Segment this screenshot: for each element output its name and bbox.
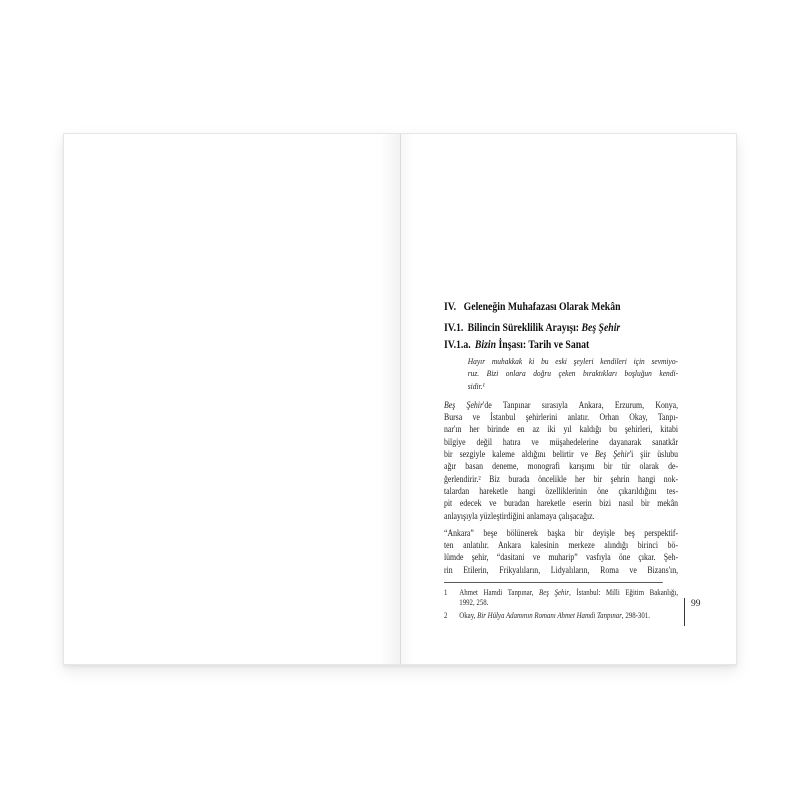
left-page-blank [64,134,400,664]
footnote-text: Ahmet Hamdi Tanpınar, Beş Şehir, İstanbul: Milli Eğitim Bakanlığı, 1992, 258. [459,588,679,608]
section-number: IV. [444,301,457,313]
page-number: 99 [684,598,701,626]
section-heading-level1 [444,301,678,314]
right-page [400,134,736,664]
right-page-content [444,301,678,621]
section-title: Geleneğin Muhafazası Olarak Mekân [463,301,621,313]
footnote-separator-rule [444,582,663,583]
section-title: Bizin İnşası: Tarih ve Sanat [474,339,590,351]
section-title: Bilincin Süreklilik Arayışı: Beş Şehir [467,322,621,334]
footnote [444,588,678,609]
footnote-number: 2 [444,610,448,620]
section-number: IV.1. [444,322,464,334]
section-number: IV.1.a. [444,339,471,351]
body-paragraph: “Ankara” beşe bölünerek başka bir deyişle beş perspektif- ten anlatılır. Ankara kalesinin merkeze alındığı birinci bö- lümde şehir, “dasitani ve muharip” vasfıyla öne çıkar. Şeh- rin Etilerin, Frikyalıların, Lidyalıların, Roma ve Bizans'ın, [444,527,679,575]
footnote-number: 1 [444,588,448,598]
body-paragraph: Beş Şehir'de Tanpınar sırasıyla Ankara, Erzurum, Konya, Bursa ve İstanbul şehirlerini anlatır. Orhan Okay, Tanpı- nar'ın her birinde en az iki yıl kaldığı bu şehirleri, kitabi bilgiye değil hatıra ve müşahedelerine dayanarak sanatkâr bir sezgiyle kaleme aldığını belirtir ve Beş Şehir'i şiir üslubu ağır basan deneme, monografi karışımı bir tür olarak de- ğerlendirir.² Biz burada öncelikle her bir şehrin hangi nok- talardan hareketle hangi özelliklerinin öne çıkarıldığını tes- pit edecek ve buradan hareketle eserin bizi nasıl bir mekân anlayışıyla yüzleştirdiğini anlamaya çalışacağız. [444,399,679,521]
book-spread [63,133,737,665]
book-spine-divider [400,134,401,664]
footnote-text: Okay, Bir Hülya Adamının Romanı Ahmet Hamdi Tanpınar, 298-301. [459,610,650,620]
section-heading-level3 [444,339,678,352]
epigraph-quote: Hayır muhakkak ki bu eski şeyleri kendileri için sevmiyo- ruz. Bizi onlara doğru çeken bıraktıkları boşluğun kendi- sidir.¹ [467,356,679,391]
section-heading-level2 [444,322,678,335]
footnote [444,611,678,621]
